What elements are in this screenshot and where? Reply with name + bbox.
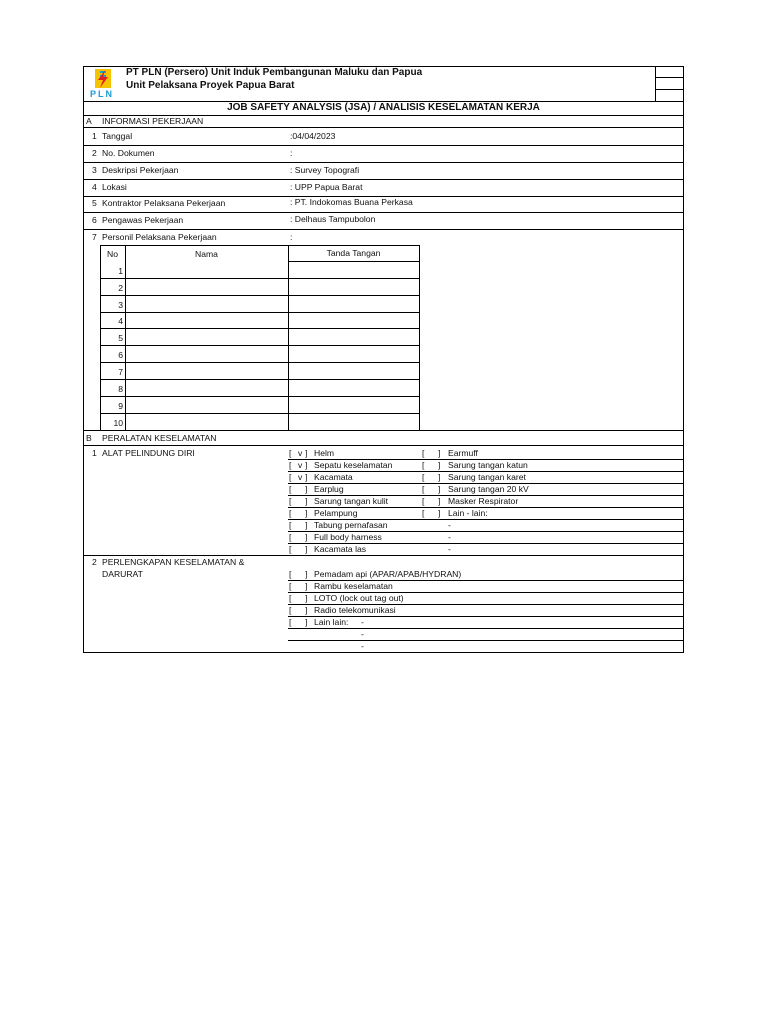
header-box-line-1	[655, 77, 684, 78]
bracket-close: ]	[305, 448, 308, 458]
logo-text: PLN	[90, 89, 114, 99]
apd-item-label: Lain - lain:	[448, 508, 488, 518]
header-box-line-2	[655, 89, 684, 90]
bracket-close: ]	[305, 532, 308, 542]
bracket-open: [	[289, 593, 292, 603]
apd-item-label: Earplug	[314, 484, 344, 494]
section-b-title: PERALATAN KESELAMATAN	[102, 433, 217, 443]
bracket-close: ]	[305, 617, 308, 627]
field-no: 6	[92, 215, 97, 225]
bracket-close: ]	[305, 593, 308, 603]
table-row-no: 2	[118, 283, 123, 293]
field-label: Kontraktor Pelaksana Pekerjaan	[102, 198, 226, 208]
unit-name: Unit Pelaksana Proyek Papua Barat	[126, 80, 295, 91]
emergency-item-label: LOTO (lock out tag out)	[314, 593, 404, 603]
emergency-row-line	[288, 640, 684, 641]
table-row-line	[100, 278, 420, 279]
field-value: : Survey Topografi	[290, 165, 360, 175]
section-a-letter: A	[86, 116, 92, 126]
bracket-close: ]	[305, 605, 308, 615]
table-row-line	[100, 312, 420, 313]
emergency-dash: -	[361, 641, 364, 651]
emergency-item-label: Pemadam api (APAR/APAB/HYDRAN)	[314, 569, 462, 579]
bracket-open: [	[289, 484, 292, 494]
col-header-nama: Nama	[195, 249, 218, 259]
row-line	[83, 162, 684, 163]
bracket-open: [	[422, 460, 425, 470]
bracket-close: ]	[305, 569, 308, 579]
apd-bottom-line	[83, 555, 684, 556]
field-label: Lokasi	[102, 182, 127, 192]
table-row-no: 9	[118, 401, 123, 411]
apd-other-dash: -	[448, 532, 451, 542]
apd-item-label: Tabung pernafasan	[314, 520, 388, 530]
bracket-close: ]	[305, 496, 308, 506]
field-label: Deskripsi Pekerjaan	[102, 165, 179, 175]
field-value: : PT. Indokomas Buana Perkasa	[290, 197, 413, 207]
emergency-row-line	[288, 628, 684, 629]
apd-item-label: Full body harness	[314, 532, 382, 542]
field-label: Pengawas Pekerjaan	[102, 215, 184, 225]
emergency-dash: -	[361, 629, 364, 639]
row-line	[83, 212, 684, 213]
bracket-open: [	[289, 460, 292, 470]
table-row-no: 5	[118, 333, 123, 343]
bracket-open: [	[422, 496, 425, 506]
field-value: :	[290, 148, 293, 158]
bracket-open: [	[289, 520, 292, 530]
section-b-letter: B	[86, 433, 92, 443]
apd-check[interactable]: v	[298, 472, 303, 482]
header-line-right	[288, 261, 420, 262]
field-value: : Delhaus Tampubolon	[290, 214, 376, 224]
header-box-divider	[655, 66, 656, 101]
bracket-close: ]	[438, 484, 441, 494]
field-value: :04/04/2023	[290, 131, 336, 141]
apd-item-label: Sepatu keselamatan	[314, 460, 393, 470]
emergency-label-1: PERLENGKAPAN KESELAMATAN &	[102, 557, 245, 567]
row-line	[83, 229, 684, 230]
apd-item-label: Sarung tangan karet	[448, 472, 526, 482]
table-row-line	[100, 328, 420, 329]
field-label: Personil Pelaksana Pekerjaan	[102, 232, 217, 242]
field-label: No. Dokumen	[102, 148, 155, 158]
table-row-line	[100, 295, 420, 296]
frame-right	[683, 66, 684, 653]
emergency-item-label: Rambu keselamatan	[314, 581, 393, 591]
bracket-close: ]	[305, 520, 308, 530]
apd-check[interactable]: v	[298, 460, 303, 470]
bracket-close: ]	[438, 496, 441, 506]
table-row-line	[100, 362, 420, 363]
bracket-open: [	[289, 532, 292, 542]
bracket-open: [	[289, 544, 292, 554]
table-row-no: 6	[118, 350, 123, 360]
row-line	[83, 145, 684, 146]
apd-label: ALAT PELINDUNG DIRI	[102, 448, 195, 458]
table-row-no: 3	[118, 300, 123, 310]
bracket-open: [	[289, 508, 292, 518]
bracket-close: ]	[305, 544, 308, 554]
field-value: : UPP Papua Barat	[290, 182, 363, 192]
bracket-close: ]	[305, 484, 308, 494]
bracket-close: ]	[305, 472, 308, 482]
emergency-no: 2	[92, 557, 97, 567]
field-no: 1	[92, 131, 97, 141]
bracket-open: [	[422, 448, 425, 458]
apd-item-label: Kacamata	[314, 472, 353, 482]
section-b-line	[83, 445, 684, 446]
bracket-close: ]	[438, 472, 441, 482]
apd-item-label: Kacamata las	[314, 544, 367, 554]
frame-left	[83, 66, 84, 653]
apd-item-label: Sarung tangan kulit	[314, 496, 389, 506]
bracket-close: ]	[438, 508, 441, 518]
col-header-no: No	[107, 249, 118, 259]
apd-other-dash: -	[448, 544, 451, 554]
table-row-no: 1	[118, 266, 123, 276]
col-header-tanda-tangan: Tanda Tangan	[326, 248, 381, 258]
table-row-line	[100, 396, 420, 397]
apd-no: 1	[92, 448, 97, 458]
apd-item-label: Earmuff	[448, 448, 478, 458]
apd-item-label: Pelampung	[314, 508, 358, 518]
table-row-no: 4	[118, 316, 123, 326]
bracket-open: [	[422, 472, 425, 482]
bracket-open: [	[422, 508, 425, 518]
bracket-close: ]	[305, 581, 308, 591]
section-a-bottom-line	[83, 430, 684, 431]
bracket-open: [	[289, 617, 292, 627]
section-a-title: INFORMASI PEKERJAAN	[102, 116, 204, 126]
table-col-1	[125, 245, 126, 431]
frame-bottom	[83, 652, 684, 653]
bracket-open: [	[289, 581, 292, 591]
table-col-2	[288, 245, 289, 431]
bracket-open: [	[289, 448, 292, 458]
company-name: PT PLN (Persero) Unit Induk Pembangunan Maluku dan Papua	[126, 67, 423, 78]
bracket-open: [	[422, 484, 425, 494]
bracket-open: [	[289, 569, 292, 579]
table-top	[100, 245, 420, 246]
table-row-no: 7	[118, 367, 123, 377]
pln-logo	[88, 69, 118, 100]
bracket-close: ]	[438, 460, 441, 470]
emergency-other-dash: -	[361, 617, 364, 627]
apd-item-label: Masker Respirator	[448, 496, 519, 506]
emergency-item-label: Radio telekomunikasi	[314, 605, 396, 615]
bracket-open: [	[289, 605, 292, 615]
apd-other-dash: -	[448, 520, 451, 530]
emergency-label-2: DARURAT	[102, 569, 143, 579]
table-row-line	[100, 345, 420, 346]
field-no: 7	[92, 232, 97, 242]
page-title: JOB SAFETY ANALYSIS (JSA) / ANALISIS KESELAMATAN KERJA	[227, 102, 540, 113]
field-no: 5	[92, 198, 97, 208]
bracket-close: ]	[305, 508, 308, 518]
bracket-close: ]	[438, 448, 441, 458]
table-right	[419, 245, 420, 431]
field-no: 3	[92, 165, 97, 175]
field-no: 2	[92, 148, 97, 158]
apd-item-label: Helm	[314, 448, 335, 458]
field-value: :	[290, 232, 293, 242]
bracket-close: ]	[305, 460, 308, 470]
field-no: 4	[92, 182, 97, 192]
section-a-line	[83, 127, 684, 128]
table-row-line	[100, 379, 420, 380]
row-line	[83, 179, 684, 180]
table-row-no: 10	[113, 418, 123, 428]
apd-item-label: Sarung tangan katun	[448, 460, 528, 470]
bracket-open: [	[289, 472, 292, 482]
table-row-no: 8	[118, 384, 123, 394]
apd-check[interactable]: v	[298, 448, 303, 458]
table-row-line	[100, 413, 420, 414]
apd-item-label: Sarung tangan 20 kV	[448, 484, 529, 494]
field-label: Tanggal	[102, 131, 133, 141]
emergency-item-label: Lain lain:	[314, 617, 349, 627]
bracket-open: [	[289, 496, 292, 506]
